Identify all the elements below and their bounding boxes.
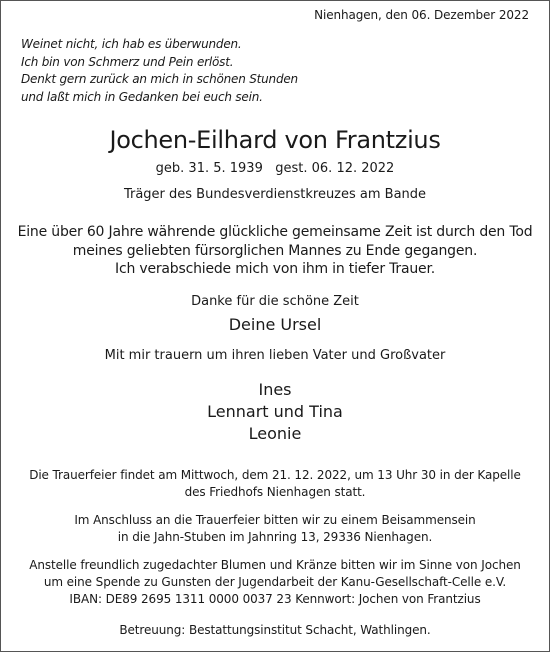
family-member: Ines: [258, 380, 292, 399]
life-dates: geb. 31. 5. 1939 gest. 06. 12. 2022: [155, 161, 395, 176]
poem-line: Denkt gern zurück an mich in schönen Stunden: [21, 72, 298, 86]
award-line: Träger des Bundesverdienstkreuzes am Bande: [123, 187, 427, 202]
notice-line: des Friedhofs Nienhagen statt.: [184, 485, 366, 499]
notice-line: Im Anschluss an die Trauerfeier bitten wir zu einem Beisammensein: [74, 513, 476, 527]
notice-line: in die Jahn-Stuben im Jahnring 13, 29336 Nienhagen.: [117, 530, 433, 544]
family-member: Leonie: [248, 424, 302, 443]
notice-line: Anstelle freundlich zugedachter Blumen und Kränze bitten wir im Sinne von Jochen: [29, 558, 521, 572]
gathering-notice: [1, 512, 549, 546]
place-and-date: Nienhagen, den 06. Dezember 2022: [314, 8, 529, 22]
poem-line: Weinet nicht, ich hab es überwunden.: [21, 37, 242, 51]
notice-line: IBAN: DE89 2695 1311 0000 0037 23 Kennwort: Jochen von Frantzius: [69, 592, 481, 606]
message: [1, 223, 549, 279]
mourners-intro: Mit mir trauern um ihren lieben Vater und Großvater: [104, 348, 446, 363]
signature: Deine Ursel: [228, 315, 322, 334]
family-list: [1, 379, 549, 445]
deceased-name: Jochen-Eilhard von Frantzius: [109, 126, 441, 154]
donation-notice: [1, 557, 549, 608]
message-line: meines geliebten fürsorglichen Mannes zu Ende gegangen.: [72, 242, 478, 259]
funeral-home-line: Betreuung: Bestattungsinstitut Schacht, Wathlingen.: [119, 623, 431, 637]
notice-line: Die Trauerfeier findet am Mittwoch, dem 21. 12. 2022, um 13 Uhr 30 in der Kapelle: [29, 468, 521, 482]
notice-line: um eine Spende zu Gunsten der Jugendarbeit der Kanu-Gesellschaft-Celle e.V.: [43, 575, 507, 589]
message-line: Ich verabschiede mich von ihm in tiefer Trauer.: [115, 261, 435, 277]
poem-line: Ich bin von Schmerz und Pein erlöst.: [21, 54, 234, 69]
funeral-notice: [1, 467, 549, 501]
poem-line: und laßt mich in Gedanken bei euch sein.: [21, 89, 263, 104]
family-member: Lennart und Tina: [207, 402, 343, 421]
thanks-line: Danke für die schöne Zeit: [191, 294, 359, 309]
message-line: Eine über 60 Jahre währende glückliche gemeinsame Zeit ist durch den Tod: [17, 224, 533, 240]
poem: [21, 36, 298, 106]
